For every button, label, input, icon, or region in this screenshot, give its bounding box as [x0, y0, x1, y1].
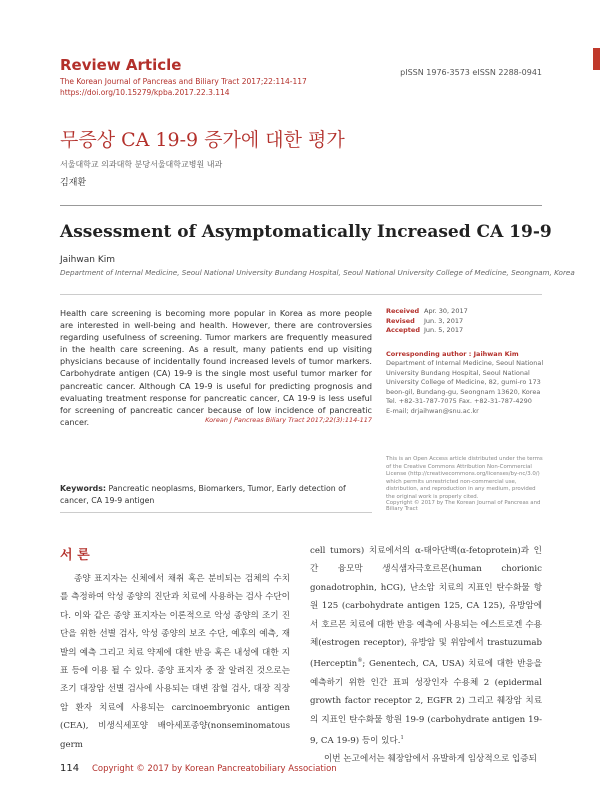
accepted-date: Jun. 5, 2017 [424, 326, 464, 334]
accepted-label: Accepted [386, 326, 420, 334]
license-text: This is an Open Access article distributed under the terms of the Creative Commons Attribution Non-Commercial License (http://creativecommons.org/licenses/by-nc/3.0/) which permits unrestricted non-commercial use, distribution, and reproduction in any medium, provided the original work is properly cited. [386, 456, 543, 500]
korean-affiliation: 서울대학교 의과대학 분당서울대학교병원 내과 [60, 160, 223, 169]
corresponding-author-details [386, 359, 544, 417]
section-heading-introduction: 서 론 [60, 548, 90, 563]
body-column-left [60, 570, 290, 754]
reference-marker[interactable]: 1 [400, 734, 404, 741]
korean-author: 김재환 [60, 178, 87, 188]
body-text: cell tumors) 치료에서의 α-태아단백(α-fetoprotein)과 인간 융모막 생식샘자극호르몬(human chorionic gonadotrophin, hCG), 난소암 치료의 지표인 탄수화물 항원 125 (carbohydrate antigen 125, CA 125), 유방암에서 호르몬 치료에 대한 반응 예측에 사용되는 에스트로겐 수용체(estrogen receptor), 유방암 및 위암에서 trastuzumab (Herceptin [310, 546, 542, 670]
body-column-right [310, 542, 542, 769]
corresponding-address: Department of Internal Medicine, Seoul National University Bundang Hospital, Seoul National University College of Medicine, 82, gumi-ro 173 beon-gil, Bundang-gu, Seongnam 13620, Korea [386, 359, 544, 396]
keywords [60, 483, 372, 507]
revised-date: Jun. 3, 2017 [424, 316, 464, 325]
received-row [386, 307, 544, 317]
registered-mark: ® [357, 658, 363, 665]
accepted-row [386, 326, 544, 336]
body-text: ; Genentech, CA, USA) 치료에 대한 반응을 예측하기 위한 인간 표피 성장인자 수용체 2 (epidermal growth factor receptor 2, EGFR 2) 그리고 췌장암 치료의 지표인 탄수화물 항원 19-9 (carbohydrate antigen 19-9, CA 19-9) 등이 있다. [310, 659, 542, 746]
corresponding-author-label: Corresponding author : Jaihwan Kim [386, 350, 519, 358]
section-label: Review Article [60, 56, 182, 74]
journal-citation [60, 76, 307, 98]
side-tab-marker [593, 48, 600, 70]
body-paragraph [310, 546, 542, 746]
tel-fax: Tel. +82-31-787-7075 Fax. +82-31-787-4290 [386, 397, 532, 406]
revised-row [386, 317, 544, 327]
english-author: Jaihwan Kim [60, 255, 115, 265]
divider [60, 512, 372, 513]
received-label: Received [386, 307, 420, 315]
received-date: Apr. 30, 2017 [424, 307, 468, 315]
keywords-list: Pancreatic neoplasms, Biomarkers, Tumor, Early detection of cancer, CA 19-9 antigen [60, 484, 346, 505]
journal-copyright: Copyright © 2017 by The Korean Journal of Pancreas and Biliary Tract [386, 500, 541, 512]
abstract-text: Health care screening is becoming more popular in Korea as more people are interested in well-being and health. However, there are controversies regarding usefulness of screening. Tumor markers are frequently measured in the health care screening. As a result, many patients end up visiting physicians because of incidentally found increased levels of tumor markers. Carbohydrate antigen (CA) 19-9 is the single most useful tumor marker for pancreatic cancer. Although CA 19-9 is useful for predicting prognosis and evaluating treatment response for pancreatic cancer, CA 19-9 is less useful for screening of pancreatic cancer because of low incidence of pancreatic cancer. [60, 308, 372, 427]
issn-line: pISSN 1976-3573 eISSN 2288-0941 [400, 68, 542, 77]
korean-title: 무증상 CA 19-9 증가에 대한 평가 [60, 129, 345, 151]
abstract-citation: Korean J Pancreas Biliary Tract 2017;22(3):114-117 [205, 416, 372, 424]
revised-label: Revised [386, 316, 415, 325]
divider [60, 294, 542, 295]
footer-copyright: Copyright © 2017 by Korean Pancreatobiliary Association [92, 764, 337, 774]
body-paragraph: 종양 표지자는 신체에서 채취 혹은 분비되는 검체의 수치를 측정하여 악성 종양의 진단과 치료에 사용하는 검사 수단이다. 이와 같은 종양 표지자는 이론적으로 악성 종양의 조기 진단을 위한 선별 검사, 악성 종양의 보조 수단, 예후의 예측, 재발의 예측 그리고 치료 약제에 대한 반응 혹은 내성에 대한 지표 등에 이용 될 수 있다. 종양 표지자 중 잘 알려진 것으로는 조기 대장암 선별 검사에 사용되는 대변 잠혈 검사, 대장 직장암 환자 치료에 사용되는 carcinoembryonic antigen (CEA), 비생식세포양 배아세포종양(nonseminomatous germ [60, 574, 290, 750]
body-paragraph: 이번 논고에서는 췌장암에서 유발하게 임상적으로 입증되 [324, 754, 537, 765]
doi-link[interactable]: https://doi.org/10.15279/kpba.2017.22.3.114 [60, 88, 230, 97]
journal-line: The Korean Journal of Pancreas and Biliary Tract 2017;22:114-117 [60, 77, 307, 86]
email[interactable]: E-mail; drjaihwan@snu.ac.kr [386, 406, 479, 415]
english-affiliation: Department of Internal Medicine, Seoul National University Bundang Hospital, Seoul National University College of Medicine, Seongnam, Korea [60, 268, 575, 277]
keywords-label: Keywords: [60, 484, 107, 493]
page-number: 114 [60, 763, 80, 774]
divider [60, 205, 542, 206]
article-dates [386, 307, 544, 336]
english-title: Assessment of Asymptomatically Increased CA 19-9 [60, 222, 552, 242]
